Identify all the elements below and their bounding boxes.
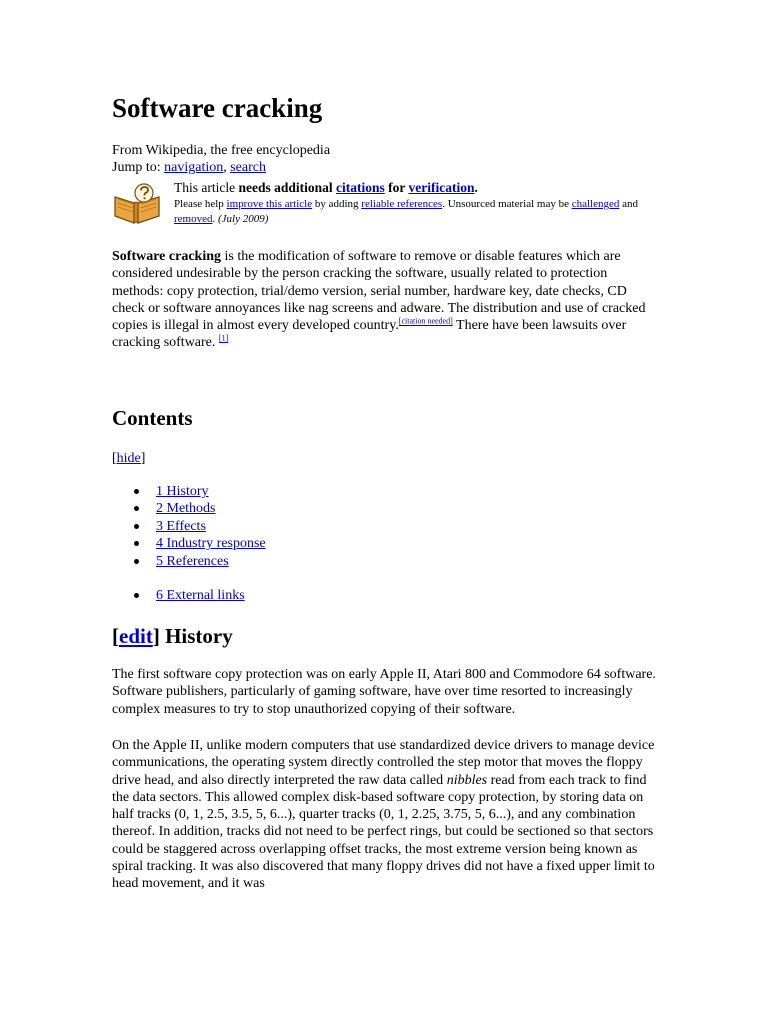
challenged-link[interactable]: challenged: [571, 198, 620, 210]
notice-detail-text: and: [619, 198, 639, 210]
jump-links: [112, 159, 266, 176]
toc-item: [112, 587, 266, 604]
history-paragraph-1: The first software copy protection was on early Apple II, Atari 800 and Commodore 64 software. Software publishers, particularly of gaming software, have over time resorted to increasingly complex measures to try to stop unauthorized copying of their software.: [112, 667, 656, 717]
removed-link[interactable]: removed: [174, 213, 213, 225]
verification-link[interactable]: verification: [408, 180, 475, 195]
toc-item: [112, 518, 266, 535]
notice-detail-text: Please help: [174, 198, 227, 210]
toc-link-industry-response[interactable]: 4 Industry response: [156, 536, 266, 552]
site-tagline: From Wikipedia, the free encyclopedia: [112, 143, 331, 158]
intro-paragraph: [112, 248, 657, 352]
jump-separator: ,: [223, 160, 231, 175]
page-title: Software cracking: [112, 93, 323, 123]
citation-notice: [112, 180, 657, 230]
toc-toggle: [hide]: [112, 451, 146, 466]
book-question-icon: [112, 183, 162, 225]
toc-link-references[interactable]: 5 References: [156, 553, 229, 569]
contents-heading: Contents: [112, 406, 193, 430]
bullet-icon: [134, 541, 139, 546]
bullet-icon: [134, 489, 139, 494]
toc-item: [112, 553, 266, 570]
toc-item: [112, 483, 266, 500]
table-of-contents: [112, 483, 266, 604]
bullet-icon: [134, 593, 139, 598]
jump-prefix: Jump to:: [112, 160, 165, 175]
notice-detail: [174, 197, 644, 227]
citation-needed-link[interactable]: [citation needed]: [398, 316, 453, 326]
reliable-references-link[interactable]: reliable references: [361, 198, 443, 210]
improve-article-link[interactable]: improve this article: [226, 198, 313, 210]
toc-link-effects[interactable]: 3 Effects: [156, 518, 206, 534]
intro-text: is the modification of software to remove or disable features which are considered undesirable by the person cracking the software, usually related to protection methods: copy protection, trial/demo version, serial number, hardware key, date checks, CD check or software annoyances like nag screens and adware. The distribution and use of cracked copies is illegal in almost every developed country.: [112, 249, 646, 334]
citations-link[interactable]: citations: [336, 180, 385, 195]
notice-detail-text: by adding: [312, 198, 362, 210]
toc-item: [112, 500, 266, 517]
history-heading: [edit] History: [112, 624, 233, 648]
intro-term: Software cracking: [112, 249, 221, 264]
jump-search-link[interactable]: search: [230, 160, 266, 175]
notice-headline: [174, 180, 478, 196]
history-title: History: [159, 624, 233, 648]
notice-detail-text: . Unsourced material may be: [442, 198, 572, 210]
notice-text: This article: [174, 180, 239, 195]
reference-1-link[interactable]: [1]: [218, 333, 229, 343]
nibbles-term: nibbles: [446, 772, 488, 788]
toc-link-external-links[interactable]: 6 External links: [156, 588, 245, 604]
bullet-icon: [134, 524, 139, 529]
notice-for: for: [384, 180, 409, 195]
notice-strong: needs additional: [238, 180, 337, 195]
notice-detail-text: .: [212, 213, 218, 225]
intro-text-2: There have been lawsuits over cracking software.: [112, 318, 627, 351]
bullet-icon: [134, 559, 139, 564]
toc-item: [112, 535, 266, 552]
notice-dot: .: [474, 180, 478, 195]
edit-history-link[interactable]: edit: [119, 624, 153, 648]
notice-date: (July 2009): [217, 213, 269, 225]
bullet-icon: [134, 506, 139, 511]
hide-toc-link[interactable]: hide: [116, 451, 141, 466]
history-paragraph-2: On the Apple II, unlike modern computers that use standardized device drivers to manage device communications, the operating system directly controlled the step motor that moves the floppy drive head, and also directly interpreted the raw data called nibbles read from each track to find the data sectors. This allowed complex disk-based software copy protection, by storing data on half tracks (0, 1, 2.5, 3.5, 5, 6...), quarter tracks (0, 1, 2.25, 3.75, 5, 6...), and any combination thereof. In addition, tracks did not need to be perfect rings, but could be sectioned so that sectors could be staggered across overlapping offset tracks, the most extreme version being known as spiral tracking. It was also discovered that many floppy drives did not have a fixed upper limit to head movement, and it was: [112, 738, 655, 892]
toc-link-history[interactable]: 1 History: [156, 484, 209, 499]
toc-link-methods[interactable]: 2 Methods: [156, 501, 216, 517]
jump-navigation-link[interactable]: navigation: [164, 160, 224, 175]
